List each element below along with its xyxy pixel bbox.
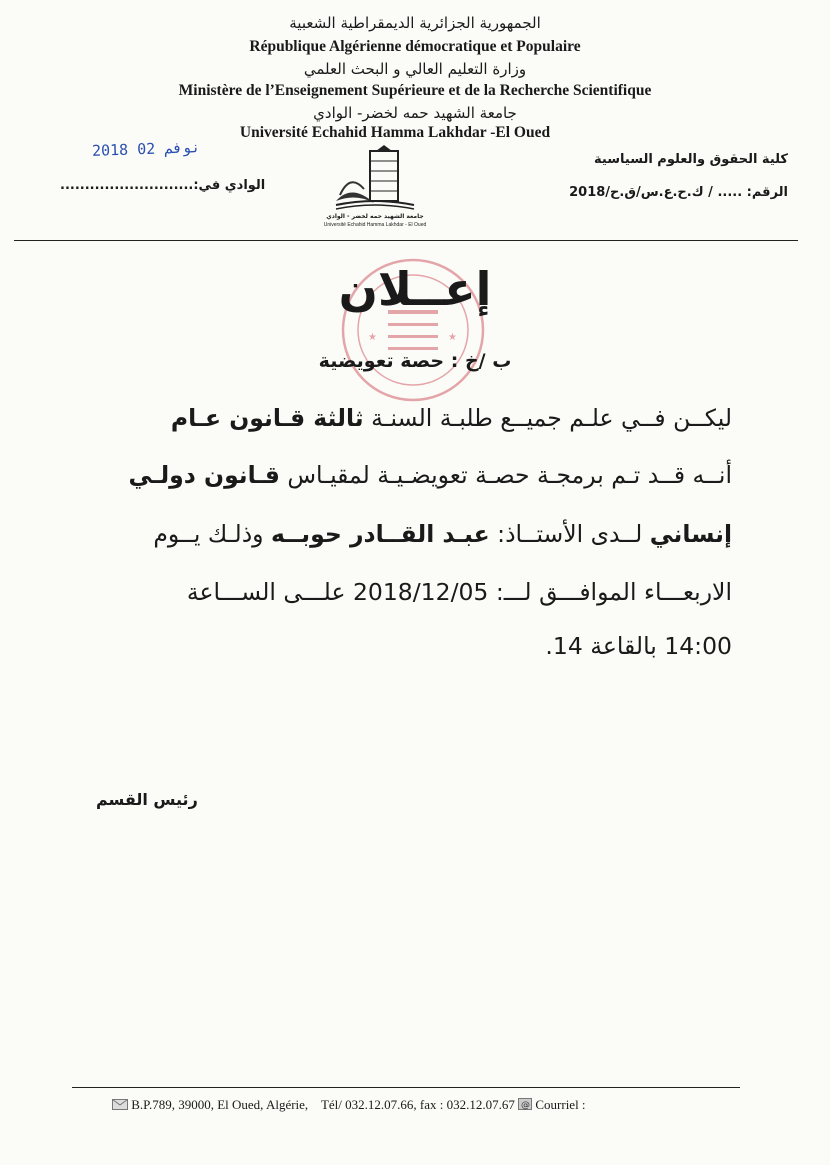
announcement-title: إعــلان <box>338 262 492 316</box>
footer-email-label: Courriel : <box>535 1097 586 1112</box>
republic-fr: République Algérienne démocratique et Populaire <box>249 38 581 55</box>
ministry-fr: Ministère de l’Enseignement Supérieure et de la Recherche Scientifique <box>178 82 652 99</box>
ministry-ar: وزارة التعليم العالي و البحث العلمي <box>303 60 527 78</box>
footer-address: B.P.789, 39000, El Oued, Algérie, <box>131 1097 309 1112</box>
body-line-1 <box>92 404 732 432</box>
body-line-5-normal: 14:00 بالقاعة 14. <box>545 632 732 660</box>
svg-text:@: @ <box>521 1100 531 1111</box>
faculty-name: كلية الحقوق والعلوم السياسية <box>594 152 788 167</box>
university-logo <box>323 143 427 233</box>
mail-icon <box>112 1098 128 1114</box>
svg-text:★: ★ <box>448 332 457 343</box>
body-line-5 <box>92 632 732 660</box>
announcement-subject: ب /خ : حصة تعويضية <box>318 350 512 372</box>
body-line-3 <box>92 520 732 548</box>
received-date-stamp: 2018 نوفم 02 <box>91 138 201 160</box>
body-line-3-bold2: عبـد القــادر حوبــه <box>270 520 490 548</box>
footer-tel-fax: Tél/ 032.12.07.66, fax : 032.12.07.67 <box>320 1097 515 1112</box>
body-line-1-normal: ليكــن فــي علـم جميــع طلبـة السنـة <box>363 404 732 432</box>
republic-ar: الجمهورية الجزائرية الديمقراطية الشعبية <box>289 14 541 32</box>
place-date: الوادي في:........................... <box>60 178 266 193</box>
footer-contact <box>112 1097 586 1114</box>
body-line-3-normal2: وذلـك يــوم <box>153 520 271 548</box>
reference-number: الرقم: ..... / ك.ح.ع.س/ق.ح/2018 <box>569 185 788 200</box>
logo-caption-ar: جامعة الشهيد حمه لخضر - الوادي <box>326 213 424 220</box>
body-line-4-normal: الاربعـــاء الموافـــق لـــ: 2018/12/05 علـــى الســـاعة <box>186 578 732 606</box>
body-line-3-normal: لــدى الأستــاذ: <box>489 520 650 548</box>
body-line-3-bold: إنساني <box>649 520 732 548</box>
body-line-4 <box>92 578 732 606</box>
university-ar: جامعة الشهيد حمه لخضر- الوادي <box>313 104 517 122</box>
logo-caption-fr: Université Echahid Hamma Lakhdar - El Oued <box>323 222 427 228</box>
department-head-signature: رئيس القسم <box>96 790 198 809</box>
svg-text:★: ★ <box>368 332 377 343</box>
header-divider <box>14 240 798 241</box>
footer-divider <box>72 1087 740 1088</box>
body-line-2-bold: قـانون دولـي <box>128 461 280 489</box>
body-line-1-bold: ثالثة قـانون عـام <box>170 404 364 432</box>
body-line-2-normal: أنــه قــد تـم برمجـة حصـة تعويضـيـة لمقيـاس <box>279 461 732 489</box>
body-line-2 <box>92 461 732 489</box>
at-sign-icon <box>518 1098 532 1114</box>
university-fr: Université Echahid Hamma Lakhdar -El Oued <box>239 124 551 141</box>
